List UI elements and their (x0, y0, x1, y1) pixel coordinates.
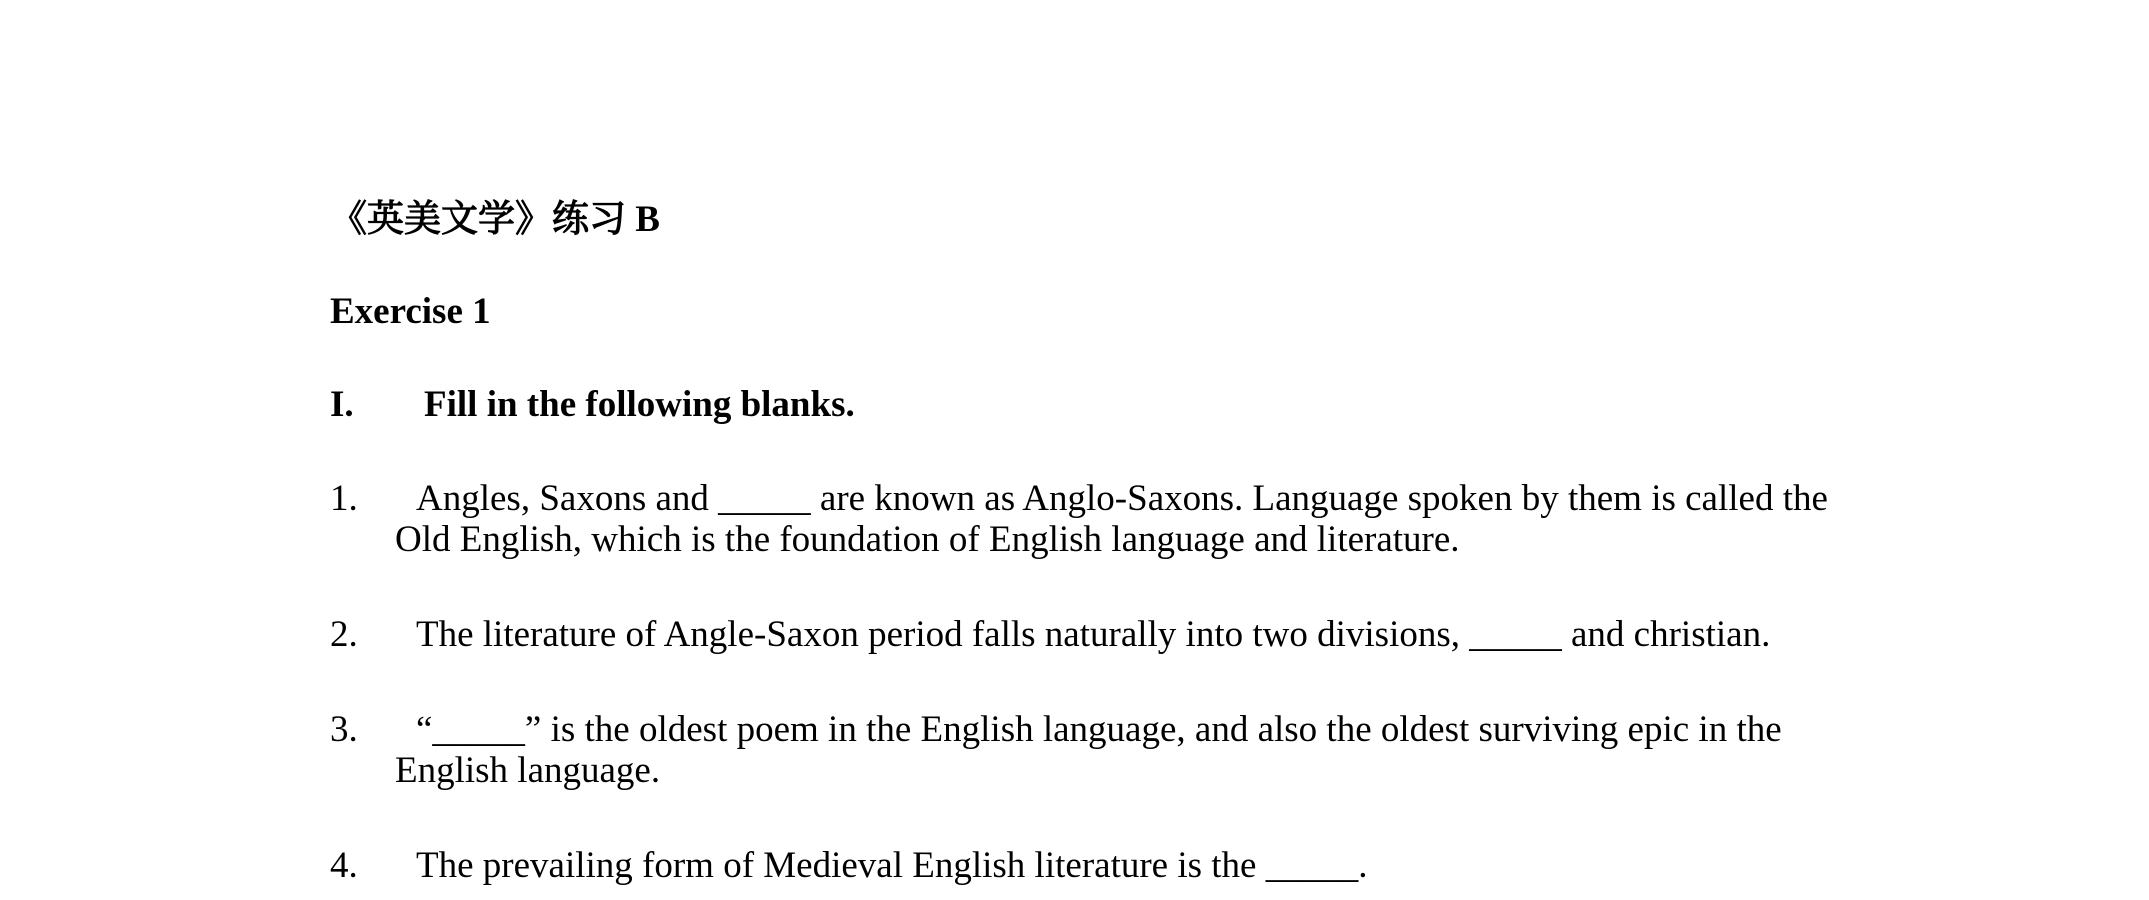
section-heading (330, 383, 855, 426)
section-number: I. (330, 384, 354, 425)
exercise-heading: Exercise 1 (330, 291, 491, 332)
question-text: The prevailing form of Medieval English literature is the _____. (416, 845, 1368, 886)
question-number: 2. (330, 614, 358, 655)
document-title: 《英美文学》练习 B (330, 199, 660, 240)
question-text: The literature of Angle-Saxon period falls naturally into two divisions, _____ and christian. (416, 614, 1771, 655)
question-item (330, 845, 1850, 886)
question-item (330, 478, 1850, 560)
question-number: 1. (330, 478, 358, 519)
question-text: “_____” is the oldest poem in the English language, and also the oldest surviving epic in the English language. (395, 709, 1782, 791)
question-item (330, 709, 1850, 791)
question-text: Angles, Saxons and _____ are known as Anglo-Saxons. Language spoken by them is called the Old English, which is the foundation of English language and literature. (395, 478, 1828, 560)
question-item (330, 614, 1850, 655)
question-number: 3. (330, 709, 358, 750)
question-number: 4. (330, 845, 358, 886)
section-instruction: Fill in the following blanks. (424, 384, 855, 425)
